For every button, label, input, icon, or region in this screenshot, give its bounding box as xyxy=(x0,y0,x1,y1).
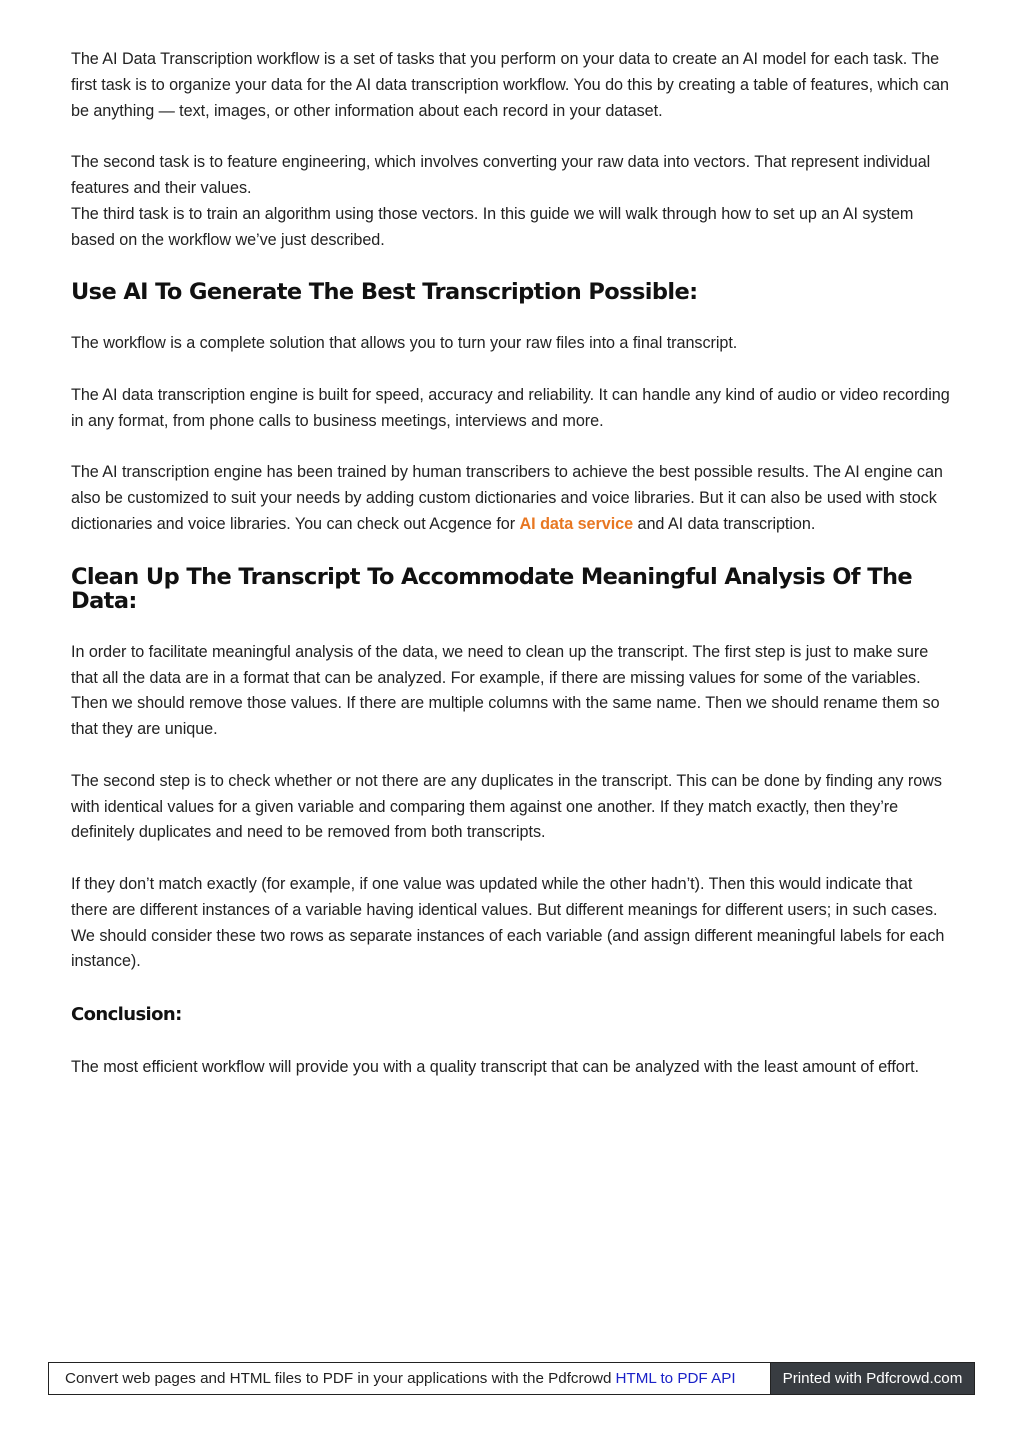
paragraph-mismatch: If they don’t match exactly (for example, if one value was updated while the other hadn’t). Then this would indicate that there are different instances of a variable having identical values. But different meanings for different users; in such cases. We should consider these two rows as separate instances of each variable (and assign different meaningful labels for each instance). xyxy=(71,874,945,971)
paragraph-engine-trained xyxy=(71,460,951,537)
paragraph-engine-trained-text: The AI transcription engine has been trained by human transcribers to achieve the best possible results. The AI engine can also be customized to suit your needs by adding custom dictionaries and voice libraries. But it can also be used with stock dictionaries and voice libraries. You can check out Acgence for xyxy=(71,463,943,533)
paragraph-engine-speed: The AI data transcription engine is built for speed, accuracy and reliability. It can handle any kind of audio or video recording in any format, from phone calls to business meetings, interviews and more. xyxy=(71,385,950,430)
footer-message xyxy=(48,1362,770,1395)
pdfcrowd-footer xyxy=(48,1362,975,1395)
paragraph-second-task: The second task is to feature engineering, which involves converting your raw data into vectors. That represent individual features and their values. xyxy=(71,153,931,197)
paragraph-workflow-solution: The workflow is a complete solution that allows you to turn your raw files into a final transcript. xyxy=(71,334,738,353)
paragraph-intro: The AI Data Transcription workflow is a set of tasks that you perform on your data to create an AI model for each task. The first task is to organize your data for the AI data transcription workflow. You do this by creating a table of features, which can be anything — text, images, or other information about each record in your dataset. xyxy=(71,50,950,120)
html-to-pdf-api-link[interactable]: HTML to PDF API xyxy=(615,1370,736,1387)
article-body xyxy=(71,47,951,1081)
footer-text: Convert web pages and HTML files to PDF in your applications with the Pdfcrowd xyxy=(65,1370,612,1387)
heading-conclusion: Conclusion: xyxy=(71,1004,182,1026)
paragraph-third-task: The third task is to train an algorithm using those vectors. In this guide we will walk through how to set up an AI system based on the workflow we’ve just described. xyxy=(71,204,914,249)
paragraph-engine-trained-tail: and AI data transcription. xyxy=(633,514,816,533)
paragraph-conclusion: The most efficient workflow will provide you with a quality transcript that can be analyzed with the least amount of effort. xyxy=(71,1058,919,1077)
heading-clean-up: Clean Up The Transcript To Accommodate Meaningful Analysis Of The Data: xyxy=(71,563,913,614)
printed-with-badge[interactable]: Printed with Pdfcrowd.com xyxy=(770,1362,975,1395)
heading-use-ai: Use AI To Generate The Best Transcription Possible: xyxy=(71,279,698,306)
ai-data-service-link[interactable]: AI data service xyxy=(519,514,634,533)
paragraph-second-step: The second step is to check whether or not there are any duplicates in the transcript. This can be done by finding any rows with identical values for a given variable and comparing them against one another. If they match exactly, then they’re definitely duplicates and need to be removed from both transcripts. xyxy=(71,771,942,842)
paragraph-first-step: In order to facilitate meaningful analysis of the data, we need to clean up the transcript. The first step is just to make sure that all the data are in a format that can be analyzed. For example, if there are missing values for some of the variables. Then we should remove those values. If there are multiple columns with the same name. Then we should rename them so that they are unique. xyxy=(71,642,940,739)
